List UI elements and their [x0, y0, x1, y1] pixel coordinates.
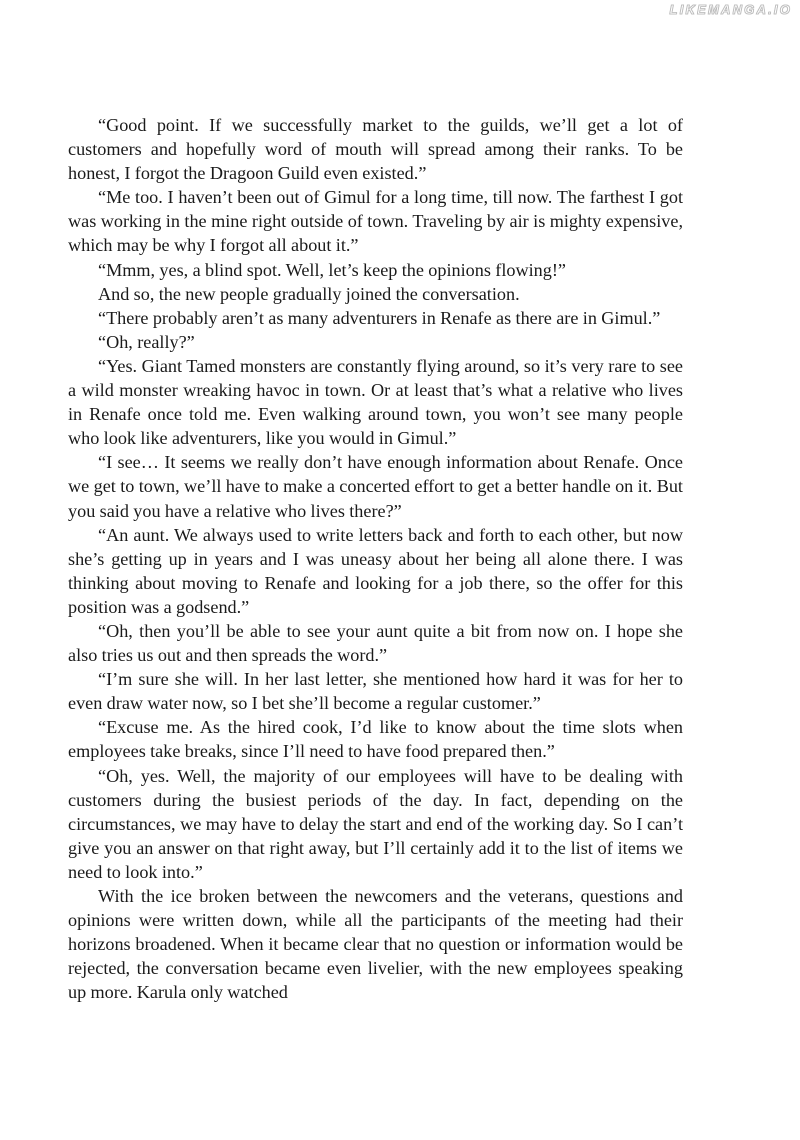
paragraph: “I see… It seems we really don’t have enough information about Renafe. Once we get to town, we’ll have to make a concerted effort to get a better handle on it. But you said you have a relative who lives there?”	[68, 452, 683, 521]
paragraph: “Oh, yes. Well, the majority of our employees will have to be dealing with customers during the busiest periods of the day. In fact, depending on the circumstances, we may have to delay the start and end of the working day. So I can’t give you an answer on that right away, but I’ll certainly add it to the list of items we need to look into.”	[68, 765, 683, 882]
paragraph: “Good point. If we successfully market to the guilds, we’ll get a lot of customers and hopefully word of mouth will spread among their ranks. To be honest, I forgot the Dragoon Guild even existed.”	[68, 115, 683, 184]
paragraph: “There probably aren’t as many adventurers in Renafe as there are in Gimul.”	[98, 307, 661, 328]
paragraph: “Me too. I haven’t been out of Gimul for a long time, till now. The farthest I got was working in the mine right outside of town. Traveling by air is mighty expensive, which may be why I forgot all about it.”	[68, 187, 683, 256]
paragraph: “Mmm, yes, a blind spot. Well, let’s keep the opinions flowing!”	[98, 259, 566, 280]
paragraph: “Oh, really?”	[98, 331, 195, 352]
paragraph: “Yes. Giant Tamed monsters are constantly flying around, so it’s very rare to see a wild monster wreaking havoc in town. Or at least that’s what a relative who lives in Renafe once told me. Even walking around town, you won’t see many people who look like adventurers, like you would in Gimul.”	[68, 355, 683, 449]
paragraph: “Excuse me. As the hired cook, I’d like to know about the time slots when employees take breaks, since I’ll need to have food prepared then.”	[68, 717, 683, 762]
paragraph: With the ice broken between the newcomers and the veterans, questions and opinions were written down, while all the participants of the meeting had their horizons broadened. When it became clear that no question or information would be rejected, the conversation became even livelier, with the new employees speaking up more. Karula only watched	[68, 886, 683, 1003]
site-watermark: LIKEMANGA.IO	[669, 2, 792, 17]
paragraph: “Oh, then you’ll be able to see your aunt quite a bit from now on. I hope she also tries us out and then spreads the word.”	[68, 620, 683, 666]
paragraph: And so, the new people gradually joined the conversation.	[98, 283, 520, 304]
page-text-body	[68, 113, 683, 1004]
paragraph: “I’m sure she will. In her last letter, she mentioned how hard it was for her to even draw water now, so I bet she’ll become a regular customer.”	[68, 669, 683, 714]
paragraph: “An aunt. We always used to write letters back and forth to each other, but now she’s getting up in years and I was uneasy about her being all alone there. I was thinking about moving to Renafe and looking for a job there, so the offer for this position was a godsend.”	[68, 524, 683, 617]
